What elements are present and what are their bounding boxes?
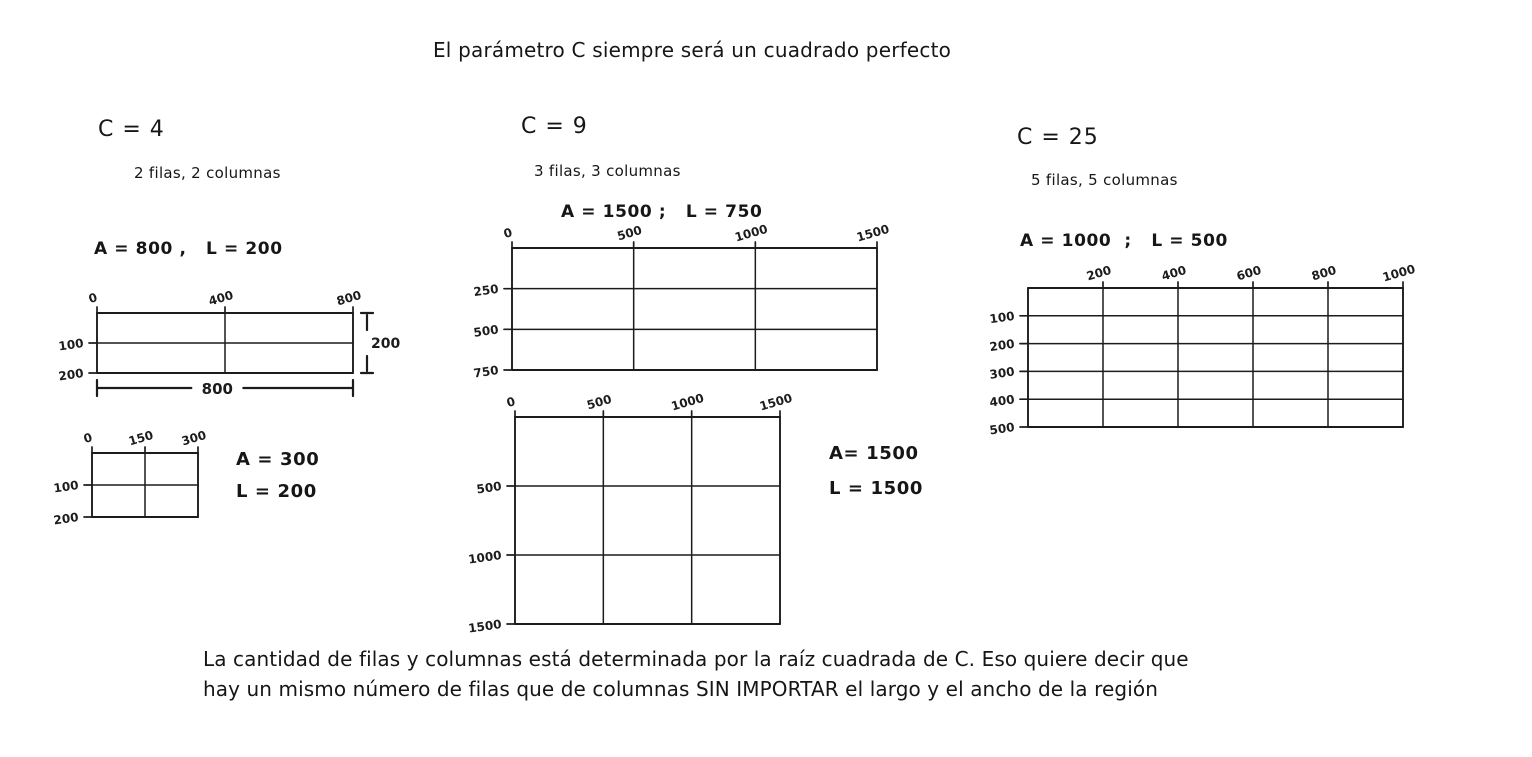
- svg-text:500: 500: [472, 322, 500, 340]
- svg-text:800: 800: [201, 380, 233, 398]
- svg-text:1000: 1000: [467, 548, 503, 567]
- section-c4-subheading: 2 filas, 2 columnas: [134, 164, 281, 182]
- grid-c4-small-area-label: A = 300: [236, 449, 320, 470]
- svg-text:1500: 1500: [757, 390, 794, 414]
- grid-c4-small-length-label: L = 200: [236, 481, 317, 502]
- svg-text:0: 0: [81, 430, 94, 447]
- grid-c9-square-svg: [465, 385, 850, 669]
- svg-text:1500: 1500: [467, 617, 503, 636]
- svg-text:200: 200: [371, 336, 401, 352]
- grid-c4-main-svg: [47, 281, 423, 418]
- grid-c4-main: [47, 281, 423, 418]
- svg-text:250: 250: [472, 281, 500, 300]
- svg-text:150: 150: [126, 427, 155, 449]
- grid-c9-square: [465, 385, 850, 669]
- section-c25-heading: C = 25: [1017, 125, 1099, 150]
- svg-text:100: 100: [57, 336, 85, 354]
- grid-c9-square-area-label: A= 1500: [829, 443, 919, 464]
- svg-text:200: 200: [988, 336, 1016, 355]
- footer-line-2: hay un mismo número de filas que de columnas SIN IMPORTAR el largo y el ancho de la región: [203, 677, 1158, 701]
- svg-text:400: 400: [206, 287, 235, 309]
- section-c25-params: A = 1000 ; L = 500: [1020, 231, 1228, 251]
- svg-text:750: 750: [472, 363, 500, 381]
- grid-c9-square-length-label: L = 1500: [829, 478, 923, 499]
- svg-text:500: 500: [475, 479, 503, 497]
- page-title: El parámetro C siempre será un cuadrado perfecto: [432, 38, 952, 62]
- svg-text:0: 0: [501, 225, 514, 242]
- svg-text:200: 200: [57, 366, 85, 384]
- svg-text:400: 400: [1159, 262, 1188, 284]
- grid-c4-small-svg: [42, 421, 268, 562]
- svg-text:300: 300: [988, 364, 1016, 382]
- svg-text:1000: 1000: [669, 390, 706, 414]
- svg-text:1000: 1000: [1380, 261, 1417, 285]
- svg-text:300: 300: [179, 427, 208, 449]
- svg-text:0: 0: [86, 290, 99, 307]
- grid-c4-small: [42, 421, 268, 562]
- section-c4-heading: C = 4: [98, 117, 165, 142]
- svg-text:500: 500: [615, 222, 644, 244]
- section-c4-params: A = 800 , L = 200: [94, 239, 283, 259]
- svg-text:100: 100: [988, 308, 1016, 327]
- grid-c25-svg: [978, 256, 1473, 472]
- svg-text:800: 800: [1309, 262, 1338, 284]
- svg-text:600: 600: [1234, 262, 1263, 284]
- svg-text:100: 100: [52, 478, 80, 496]
- svg-text:1000: 1000: [733, 221, 770, 245]
- svg-text:1500: 1500: [854, 221, 891, 245]
- svg-text:0: 0: [504, 394, 517, 411]
- grid-c25: [978, 256, 1473, 472]
- section-c9-heading: C = 9: [521, 114, 588, 139]
- svg-text:200: 200: [52, 510, 80, 528]
- section-c9-params: A = 1500 ; L = 750: [561, 202, 763, 222]
- section-c25-subheading: 5 filas, 5 columnas: [1031, 171, 1178, 189]
- section-c9-subheading: 3 filas, 3 columnas: [534, 162, 681, 180]
- svg-text:800: 800: [334, 287, 363, 309]
- svg-text:500: 500: [988, 420, 1016, 438]
- svg-text:400: 400: [988, 392, 1016, 410]
- footer-line-1: La cantidad de filas y columnas está determinada por la raíz cuadrada de C. Eso quiere decir que: [203, 647, 1189, 671]
- svg-text:200: 200: [1084, 262, 1113, 284]
- svg-text:500: 500: [585, 391, 614, 413]
